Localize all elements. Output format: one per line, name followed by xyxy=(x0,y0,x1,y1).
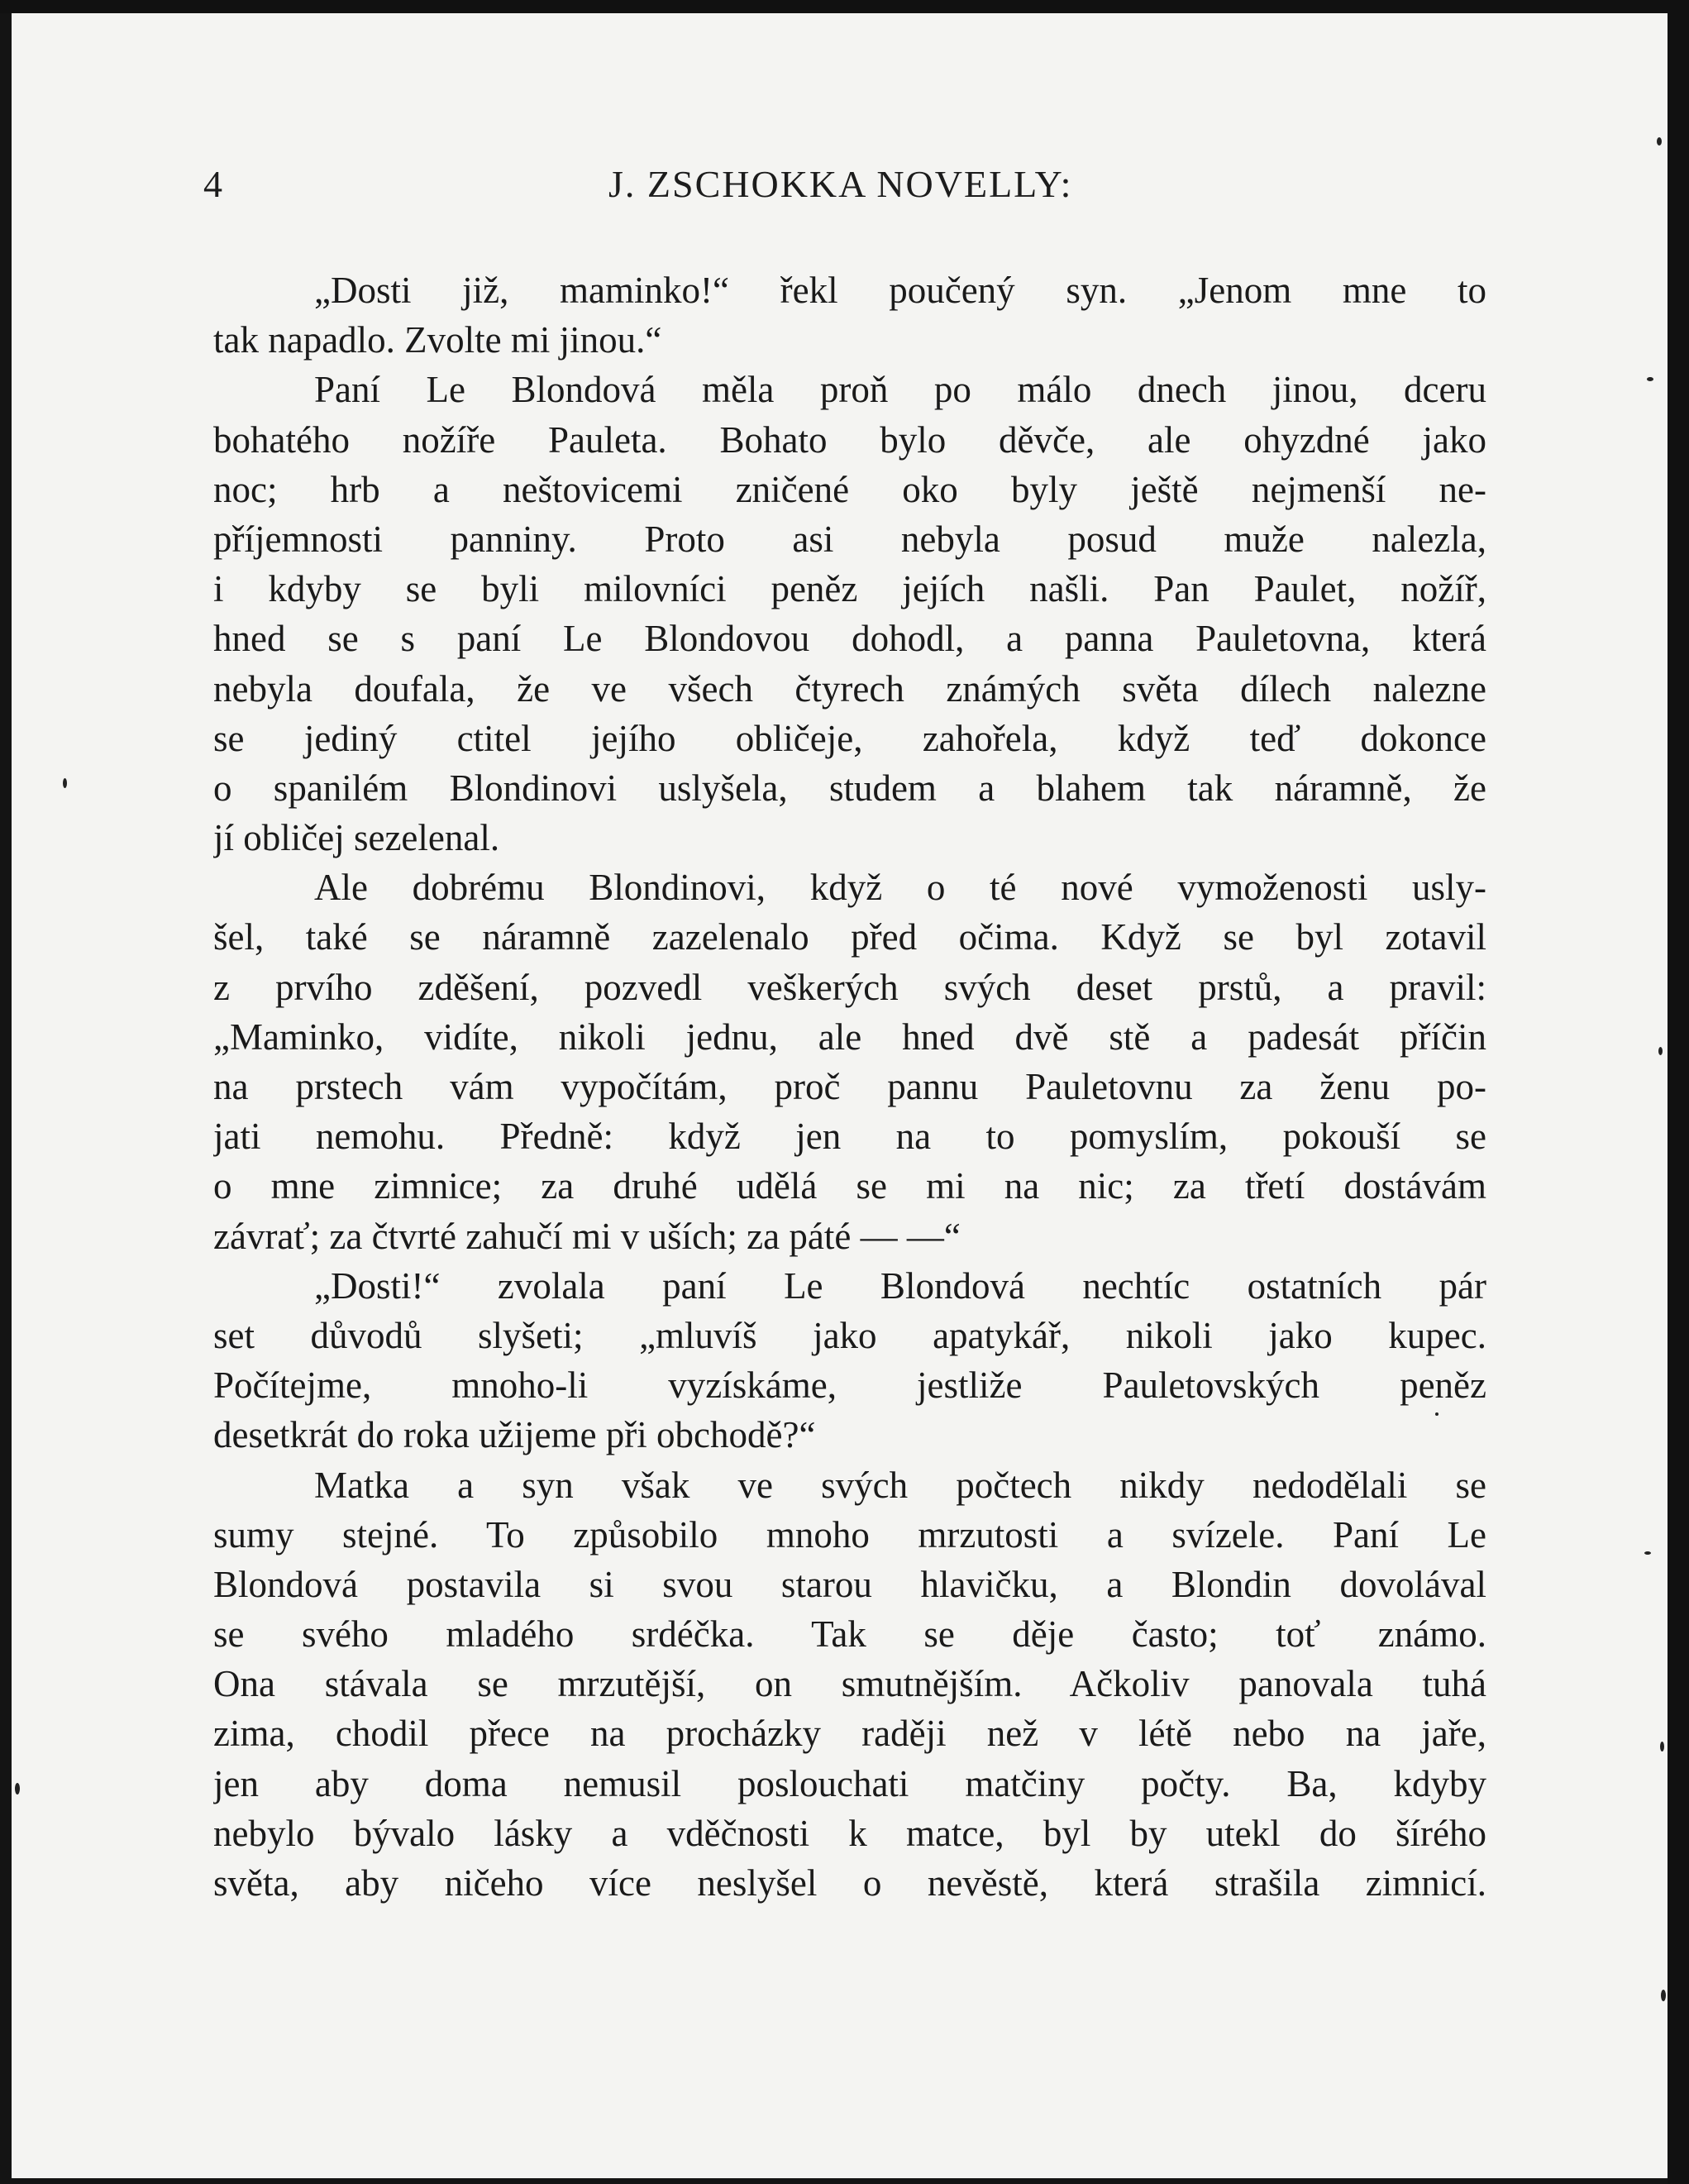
scan-speck xyxy=(15,1783,20,1795)
scan-speck xyxy=(1647,377,1653,381)
text-line: Paní Le Blondová měla proň po málo dnech jinou, dceru xyxy=(314,369,1486,411)
scan-border-top xyxy=(0,0,1689,13)
text-line: Matka a syn však ve svých počtech nikdy nedodělali se xyxy=(314,1464,1486,1506)
page-number: 4 xyxy=(203,163,222,205)
text-line: i kdyby se byli milovníci peněz jejích našli. Pan Paulet, nožíř, xyxy=(213,568,1486,610)
text-line: o spanilém Blondinovi uslyšela, studem a blahem tak náramně, že xyxy=(213,767,1486,809)
text-line: příjemnosti panniny. Proto asi nebyla posud muže nalezla, xyxy=(213,518,1486,560)
text-line: Ona stávala se mrzutější, on smutnějším. Ačkoliv panovala tuhá xyxy=(213,1663,1486,1705)
book-page xyxy=(12,13,1668,2178)
scan-speck xyxy=(1657,137,1662,146)
text-line: jí obličej sezelenal. xyxy=(213,817,500,859)
scan-speck xyxy=(1661,1990,1666,2001)
text-line: „Maminko, vidíte, nikoli jednu, ale hned dvě stě a padesát příčin xyxy=(213,1016,1486,1058)
text-line: nebyla doufala, že ve všech čtyrech známých světa dílech nalezne xyxy=(213,667,1486,710)
scan-speck xyxy=(1658,1047,1663,1055)
text-line: zima, chodil přece na procházky raději než v létě nebo na jaře, xyxy=(213,1713,1486,1755)
text-line: Blondová postavila si svou starou hlavičku, a Blondin dovolával xyxy=(213,1563,1486,1605)
text-line: set důvodů slyšeti; „mluvíš jako apatykář, nikoli jako kupec. xyxy=(213,1314,1486,1356)
text-line: Ale dobrému Blondinovi, když o té nové vymoženosti usly- xyxy=(314,867,1486,909)
text-line: šel, také se náramně zazelenalo před očima. Když se byl zotavil xyxy=(213,916,1486,958)
text-line: jati nemohu. Předně: když jen na to pomyslím, pokouší se xyxy=(213,1116,1486,1158)
text-line: z prvího zděšení, pozvedl veškerých svých deset prstů, a pravil: xyxy=(213,966,1486,1008)
text-line: závrať; za čtvrté zahučí mi v uších; za páté — —“ xyxy=(213,1215,961,1257)
scan-speck xyxy=(1435,1412,1439,1416)
text-line: desetkrát do roka užijeme při obchodě?“ xyxy=(213,1414,816,1456)
text-line: „Dosti!“ zvolala paní Le Blondová nechtíc ostatních pár xyxy=(314,1264,1486,1307)
scan-speck xyxy=(1660,1742,1664,1752)
text-line: Počítejme, mnoho-li vyzískáme, jestliže Pauletovských peněz xyxy=(213,1364,1486,1407)
text-line: hned se s paní Le Blondovou dohodl, a panna Pauletovna, která xyxy=(213,618,1486,660)
text-line: na prstech vám vypočítám, proč pannu Pauletovnu za ženu po- xyxy=(213,1066,1486,1107)
text-line: noc; hrb a neštovicemi zničené oko byly ještě nejmenší ne- xyxy=(213,468,1486,510)
text-line: tak napadlo. Zvolte mi jinou.“ xyxy=(213,319,662,361)
scan-speck xyxy=(1644,1551,1651,1555)
text-line: jen aby doma nemusil poslouchati matčiny počty. Ba, kdyby xyxy=(213,1762,1486,1804)
text-line: „Dosti již, maminko!“ řekl poučený syn. „Jenom mne to xyxy=(314,270,1486,311)
scan-speck xyxy=(63,778,67,788)
text-line: nebylo bývalo lásky a vděčnosti k matce, byl by utekl do šírého xyxy=(213,1812,1486,1854)
text-line: sumy stejné. To způsobilo mnoho mrzutosti a svízele. Paní Le xyxy=(213,1513,1486,1556)
running-title: J. ZSCHOKKA NOVELLY: xyxy=(608,163,1073,205)
body-text xyxy=(213,265,1486,1908)
text-line: světa, aby ničeho více neslyšel o nevěstě, která strašila zimnicí. xyxy=(213,1862,1486,1904)
text-line: o mne zimnice; za druhé udělá se mi na nic; za třetí dostávám xyxy=(213,1165,1486,1207)
page-header xyxy=(12,162,1668,212)
scan-border-right xyxy=(1668,0,1689,2184)
text-line: se svého mladého srdéčka. Tak se děje často; toť známo. xyxy=(213,1613,1486,1656)
text-line: se jediný ctitel jejího obličeje, zahořela, když teď dokonce xyxy=(213,717,1486,759)
text-line: bohatého nožíře Pauleta. Bohato bylo děvče, ale ohyzdné jako xyxy=(213,418,1486,461)
